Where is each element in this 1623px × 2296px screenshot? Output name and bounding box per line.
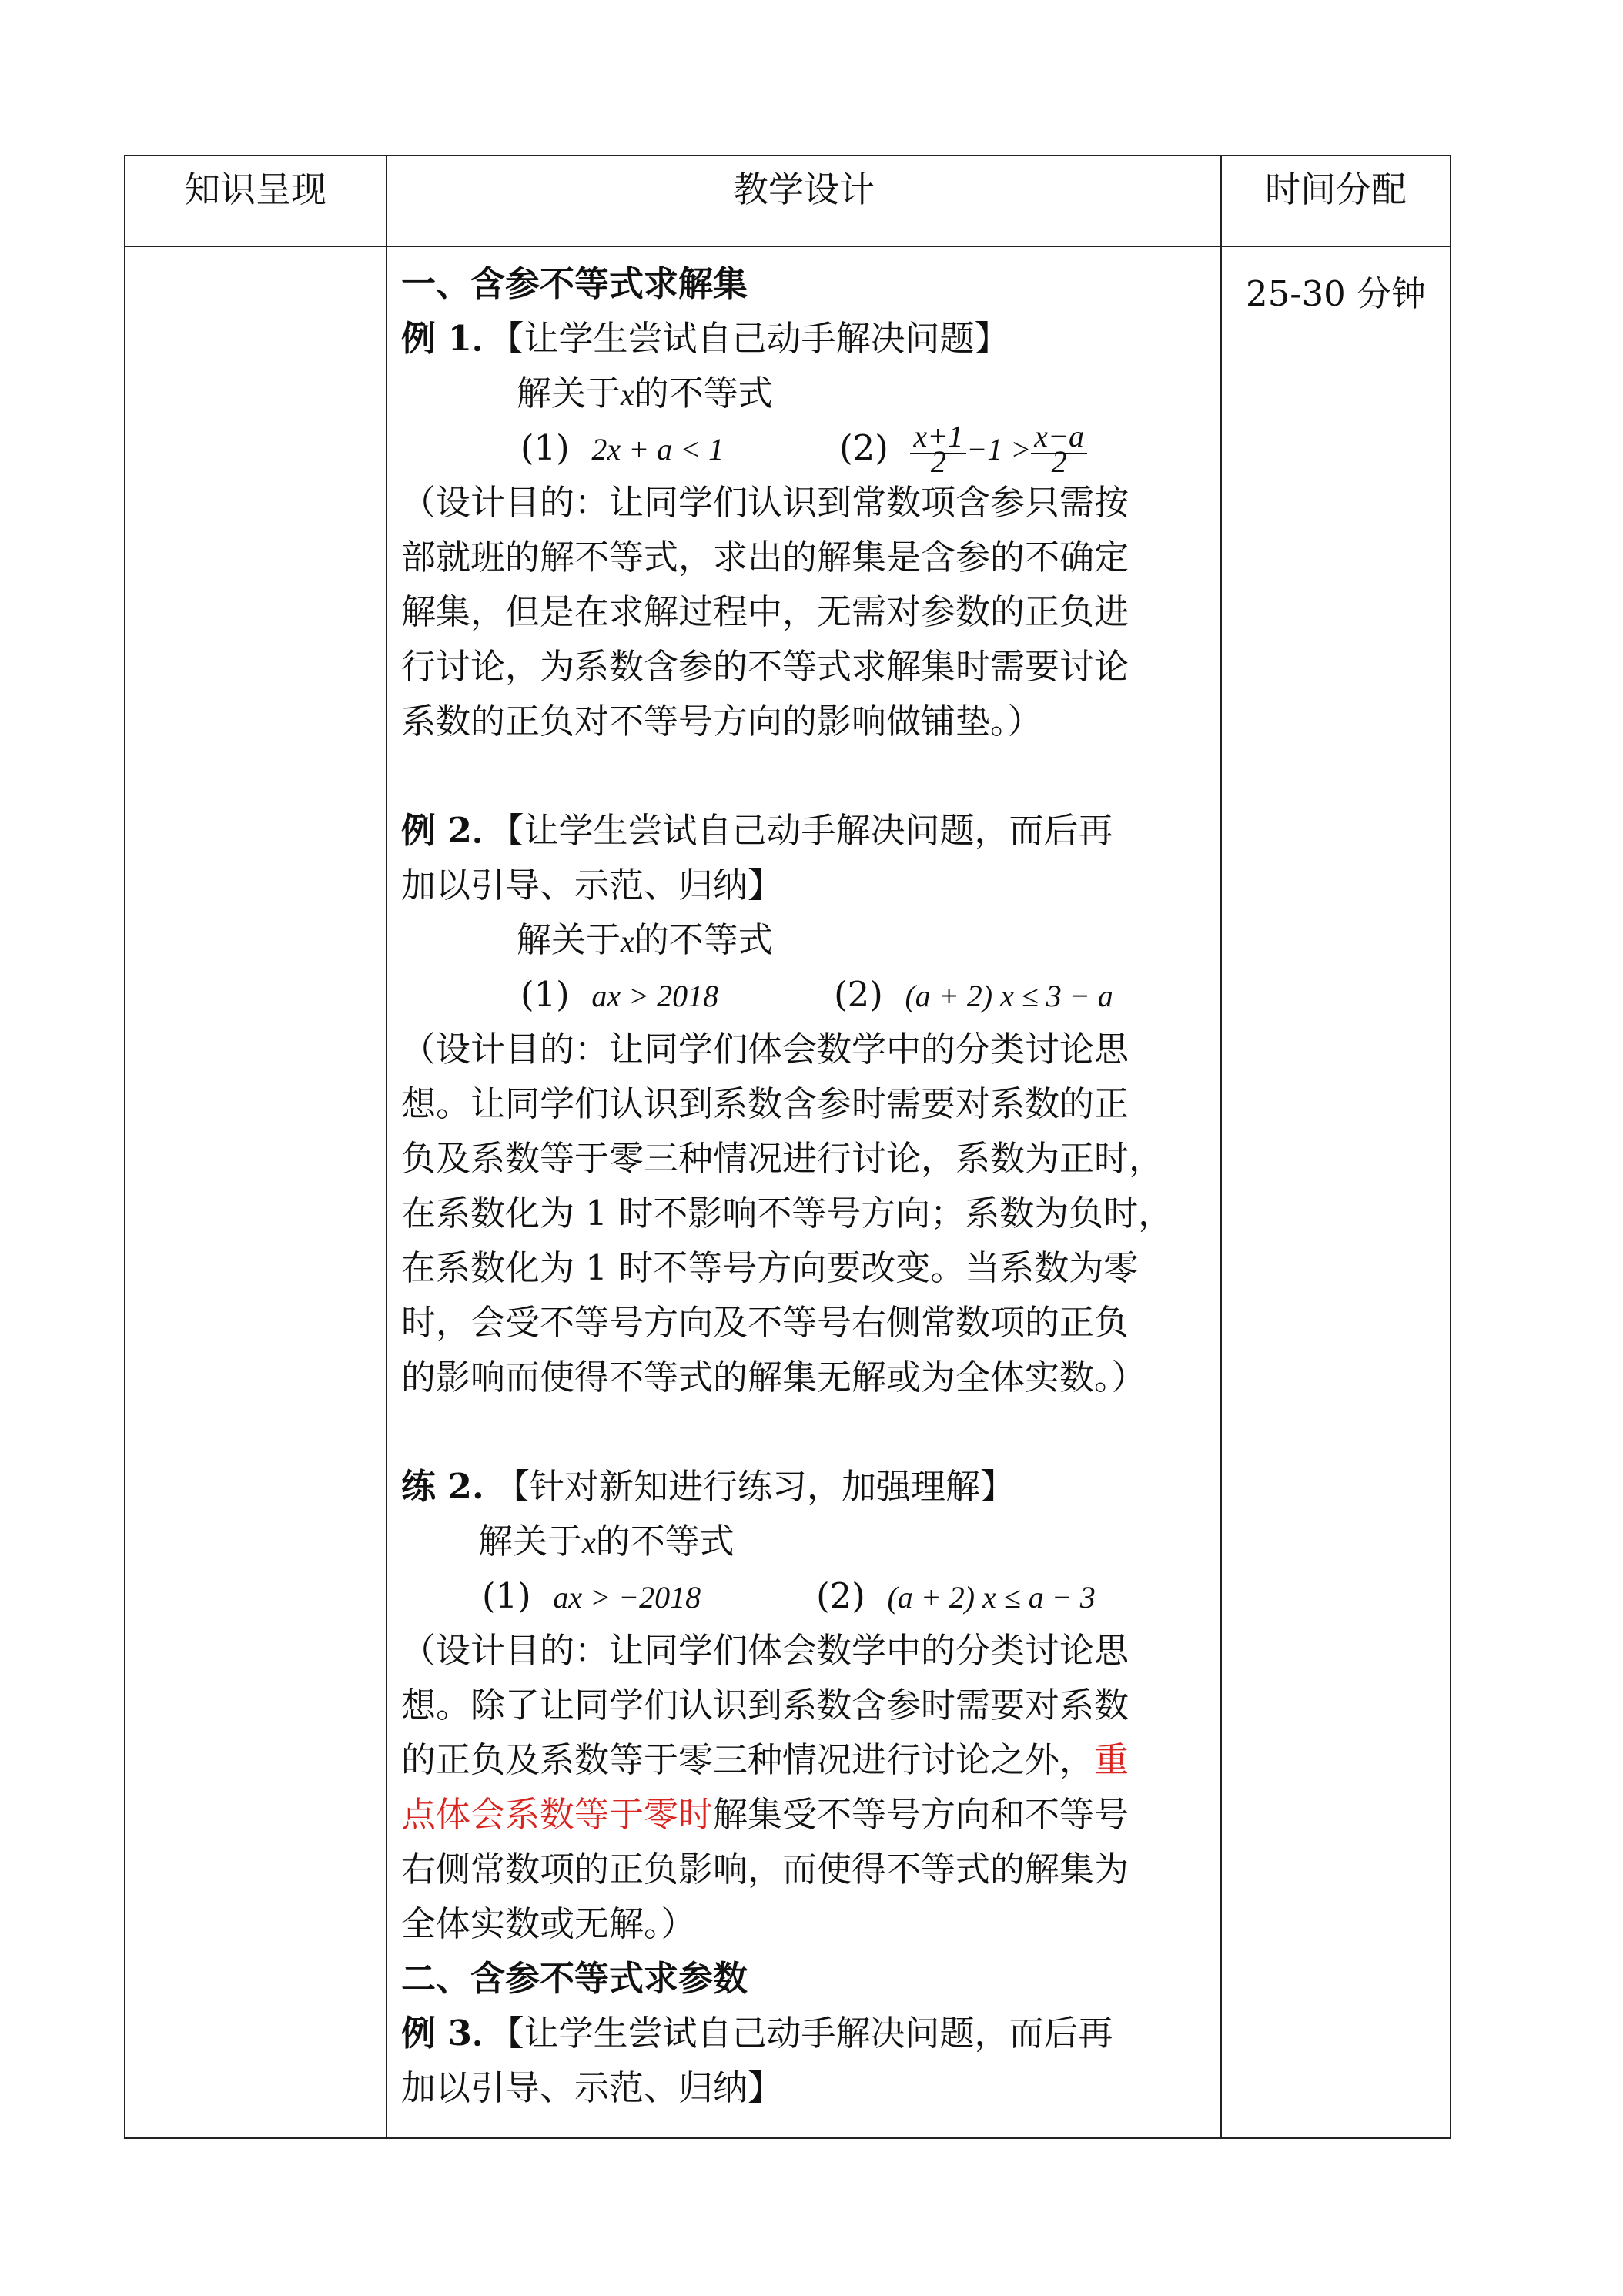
prompt-end: 的不等式 xyxy=(634,919,773,960)
example1-purpose-2: 部就班的解不等式，求出的解集是含参的不确定 xyxy=(401,537,1129,577)
prompt-end: 的不等式 xyxy=(634,373,773,413)
purpose-text: 的正负及系数等于零三种情况进行讨论之外， xyxy=(401,1739,1095,1780)
spacer xyxy=(401,1404,1220,1459)
time-value: 25-30 分钟 xyxy=(1245,273,1427,314)
content-row xyxy=(125,246,1451,2138)
header-design: 教学设计 xyxy=(387,156,1221,246)
example2-title xyxy=(401,803,1220,858)
example1-purpose-4: 行讨论，为系数含参的不等式求解集时需要讨论 xyxy=(401,646,1129,687)
prompt-text: 解关于 xyxy=(517,919,621,960)
var-x: x xyxy=(582,1525,596,1560)
example2-purpose-7: 的影响而使得不等式的解集无解或为全体实数。） xyxy=(401,1357,1146,1397)
header-row xyxy=(125,156,1451,246)
var-x: x xyxy=(621,377,634,412)
highlight-text: 点体会系数等于零时 xyxy=(401,1794,714,1835)
item2-number: (2) xyxy=(839,427,888,468)
example1-purpose-3: 解集，但是在求解过程中，无需对参数的正负进 xyxy=(401,591,1129,632)
section1-heading: 一、含参不等式求解集 xyxy=(401,263,748,304)
prompt-text: 解关于 xyxy=(517,373,621,413)
practice2-note: 【针对新知进行练习，加强理解】 xyxy=(494,1466,1015,1507)
fraction-left: $\frac{x+1}{2}$ xyxy=(910,420,966,470)
item1-number: (1) xyxy=(482,1575,531,1616)
header-knowledge: 知识呈现 xyxy=(125,156,387,246)
item1-number: (1) xyxy=(520,427,570,468)
example2-purpose-6: 时，会受不等号方向及不等号右侧常数项的正负 xyxy=(401,1302,1129,1343)
example3-title xyxy=(401,2006,1220,2060)
design-cell xyxy=(387,246,1221,2138)
example3-label: 例 3． xyxy=(401,2013,507,2053)
practice2-purpose-6: 全体实数或无解。） xyxy=(401,1903,696,1944)
header-time: 时间分配 xyxy=(1221,156,1451,246)
lesson-plan-table xyxy=(124,155,1451,2139)
example2-prompt xyxy=(401,912,1220,967)
practice2-purpose-5: 右侧常数项的正负影响，而使得不等式的解集为 xyxy=(401,1849,1129,1889)
item2-number: (2) xyxy=(816,1575,865,1616)
var-x: x xyxy=(621,924,634,959)
example1-items xyxy=(401,418,1220,479)
example1-prompt xyxy=(401,366,1220,420)
spacer xyxy=(401,748,1220,803)
example2-purpose-2: 想。让同学们认识到系数含参时需要对系数的正 xyxy=(401,1083,1129,1124)
item2-expression: (a + 2) x ≤ a − 3 xyxy=(887,1580,1096,1615)
example1-title xyxy=(401,311,1220,366)
practice2-purpose-1: （设计目的：让同学们体会数学中的分类讨论思 xyxy=(401,1630,1129,1671)
example2-label: 例 2． xyxy=(401,810,507,851)
example1-purpose-1: （设计目的：让同学们认识到常数项含参只需按 xyxy=(401,482,1129,523)
practice2-purpose-2: 想。除了让同学们认识到系数含参时需要对系数 xyxy=(401,1685,1129,1725)
time-cell xyxy=(1221,246,1451,2138)
knowledge-cell xyxy=(125,246,387,2138)
item1-expression: ax > −2018 xyxy=(553,1580,701,1615)
item2-expression: (a + 2) x ≤ 3 − a xyxy=(905,979,1113,1013)
practice2-title xyxy=(401,1459,1220,1514)
example2-purpose-5: 在系数化为 1 时不等号方向要改变。当系数为零 xyxy=(401,1247,1139,1288)
item1-expression: ax > 2018 xyxy=(591,979,719,1013)
example1-purpose-5: 系数的正负对不等号方向的影响做铺垫。） xyxy=(401,701,1042,741)
example2-purpose-3: 负及系数等于零三种情况进行讨论，系数为正时， xyxy=(401,1138,1164,1179)
prompt-end: 的不等式 xyxy=(595,1521,735,1561)
example2-note-2: 加以引导、示范、归纳】 xyxy=(401,865,783,905)
item1-expression: 2x + a < 1 xyxy=(591,432,724,467)
practice2-purpose-4 xyxy=(401,1787,1220,1842)
fraction-right: $\frac{x-a}{2}$ xyxy=(1031,420,1087,470)
purpose-text: 解集受不等号方向和不等号 xyxy=(713,1794,1129,1835)
item1-number: (1) xyxy=(520,974,570,1015)
prompt-text: 解关于 xyxy=(478,1521,583,1561)
example3-note-2: 加以引导、示范、归纳】 xyxy=(401,2067,783,2108)
practice2-label: 练 2. xyxy=(401,1466,484,1507)
example2-note-1: 【让学生尝试自己动手解决问题，而后再 xyxy=(506,810,1113,851)
example1-note: 【让学生尝试自己动手解决问题】 xyxy=(506,318,1009,359)
item2-middle: −1 > xyxy=(966,432,1032,467)
highlight-text: 重 xyxy=(1094,1739,1129,1780)
example2-items xyxy=(401,967,1220,1022)
example2-purpose-4: 在系数化为 1 时不影响不等号方向；系数为负时， xyxy=(401,1193,1173,1233)
section2-heading: 二、含参不等式求参数 xyxy=(401,1958,748,1999)
practice2-purpose-3 xyxy=(401,1732,1220,1787)
example1-label: 例 1． xyxy=(401,318,507,359)
example2-purpose-1: （设计目的：让同学们体会数学中的分类讨论思 xyxy=(401,1029,1129,1069)
example3-note-1: 【让学生尝试自己动手解决问题，而后再 xyxy=(506,2013,1113,2053)
practice2-items xyxy=(401,1568,1220,1623)
item2-number: (2) xyxy=(834,974,883,1015)
practice2-prompt xyxy=(401,1514,1220,1568)
